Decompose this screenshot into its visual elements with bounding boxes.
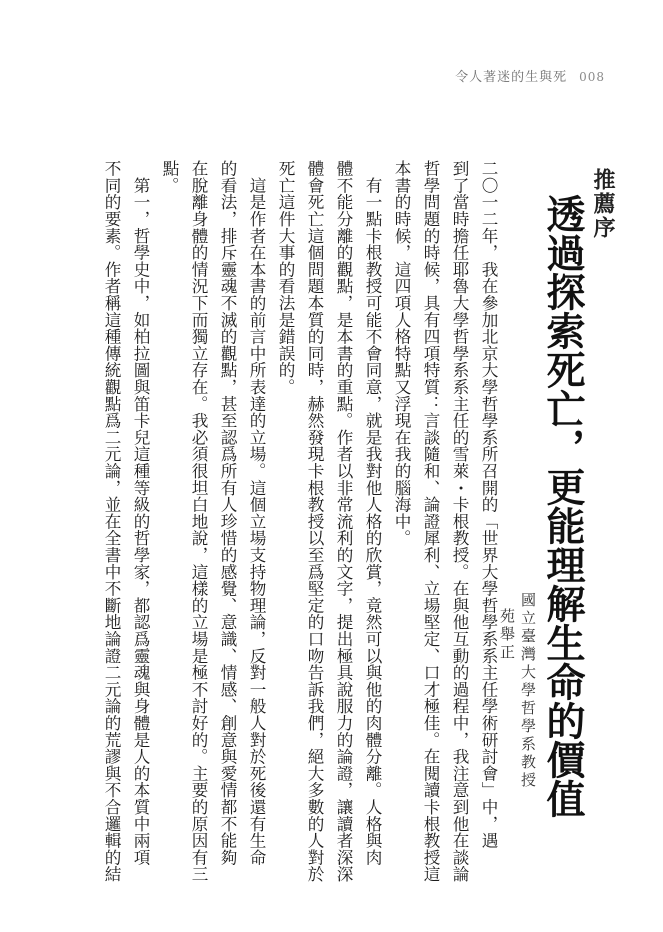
author-affiliation: 國立臺灣大學哲學系教授: [519, 592, 537, 790]
text-column: 有一點卡根教授可能不會同意，就是我對他人格的欣賞，竟然可以與他的肉體分離。人格與肉: [363, 160, 382, 866]
text-column: 體會死亡這個問題本質的同時，赫然發現卡根教授以至爲堅定的口吻告訴我們，絕大多數的人對於: [305, 160, 324, 883]
text-column: 這是作者在本書的前言中所表達的立場。這個立場支持物理論，反對一般人對於死後還有生命: [247, 160, 266, 866]
vertical-text-area: [39, 160, 619, 883]
text-column: 第一，哲學史中，如柏拉圖與笛卡兒這種等級的哲學家，都認爲靈魂與身體是人的本質中兩項: [131, 160, 150, 866]
title-block: [498, 160, 619, 850]
text-column: 體不能分離的觀點，是本書的重點。作者以非常流利的文字，提出極具說服力的論證，讓讀者深深: [334, 160, 353, 883]
page-number: 008: [579, 70, 605, 84]
preface-title: 透過探索死亡，更能理解生命的價值: [540, 194, 586, 818]
text-column: 的看法，排斥靈魂不滅的觀點，甚至認爲所有人珍惜的感覺、意識、情感、創意與愛情都不能夠: [218, 160, 237, 866]
author-byline: [498, 592, 539, 850]
book-title: 令人著迷的生與死: [455, 70, 568, 85]
running-header: [455, 66, 605, 85]
preface-label: 推薦序: [590, 168, 616, 240]
text-column: 到了當時擔任耶魯大學哲學系系主任的雪萊・卡根教授。在與他互動的過程中，我注意到他在談論: [450, 160, 469, 883]
text-column: 死亡這件大事的看法是錯誤的。: [276, 160, 295, 396]
text-column: 二〇一二年，我在參加北京大學哲學系所召開的「世界大學哲學系系主任學術研討會」中，遇: [479, 160, 498, 849]
text-column: 不同的要素。作者稱這種傳統觀點爲二元論，並在全書中不斷地論證二元論的荒謬與不合邏輯的結: [102, 160, 121, 883]
text-column: 哲學問題的時候，具有四項特質：言談隨和、論證犀利、立場堅定、口才極佳。在閱讀卡根教授這: [421, 160, 440, 883]
text-column: 在脫離身體的情況下而獨立存在。我必須很坦白地說，這樣的立場是極不討好的。主要的原因有三: [189, 160, 208, 883]
author-name: 苑舉正: [498, 608, 516, 662]
text-column: 點。: [160, 160, 179, 194]
text-column: 本書的時候，這四項人格特點又浮現在我的腦海中。: [392, 160, 411, 547]
